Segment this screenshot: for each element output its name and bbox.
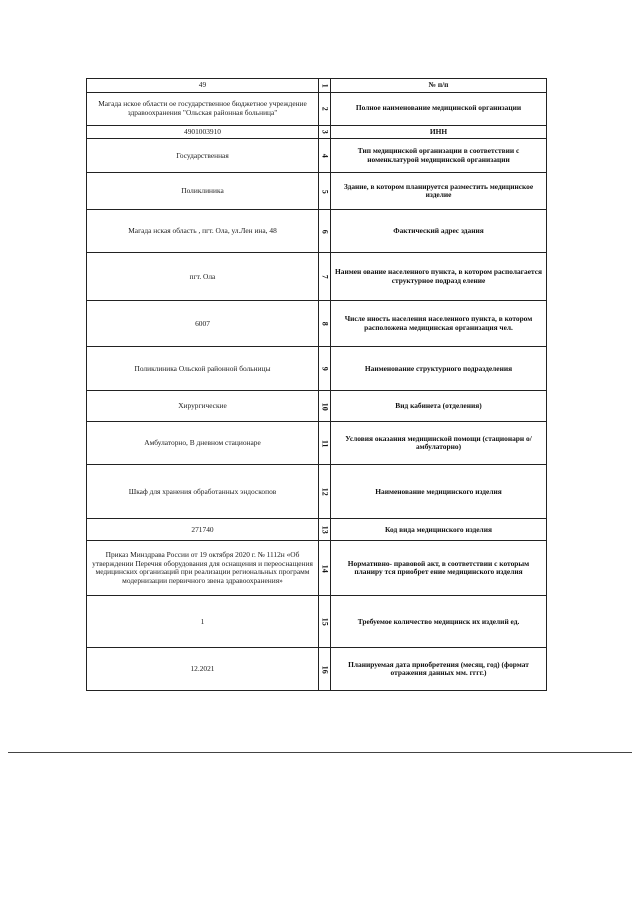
table-row [87, 139, 547, 173]
row-number: 2 [320, 106, 330, 111]
row-label: Условия оказания медицинской помощи (стационарн о/амбулаторно) [331, 422, 547, 465]
row-number: 14 [320, 564, 330, 573]
table-row [87, 253, 547, 301]
row-number: 8 [320, 321, 330, 326]
row-number: 12 [320, 487, 330, 496]
table-row [87, 465, 547, 519]
medical-device-form-table [86, 78, 547, 691]
row-number: 7 [320, 274, 330, 279]
row-label: Фактический адрес здания [331, 210, 547, 253]
table-row [87, 92, 547, 125]
page-divider-line [8, 752, 632, 753]
table-row [87, 301, 547, 347]
row-value: Хирургические [87, 391, 319, 422]
row-value: Приказ Минздрава России от 19 октября 2020 г. № 1112н «Об утверждении Перечня оборудования для оснащения и переоснащения медицинских организаций при реализации региональных программ модернизации первичного звена здравоохранения» [87, 541, 319, 596]
row-value: Поликлиника Ольской районной больницы [87, 347, 319, 391]
row-value: Шкаф для хранения обработанных эндоскопов [87, 465, 319, 519]
row-label: Вид кабинета (отделения) [331, 391, 547, 422]
row-value: 271740 [87, 519, 319, 541]
row-label: Здание, в котором планируется разместить медицинское изделие [331, 173, 547, 210]
row-number: 5 [320, 189, 330, 194]
row-value: 6007 [87, 301, 319, 347]
row-label: Планируемая дата приобретения (месяц, год) (формат отражения данных мм. гггг.) [331, 648, 547, 691]
row-number: 1 [320, 83, 330, 88]
table-row [87, 79, 547, 93]
row-label: Наимен ование населенного пункта, в котором располагается структурное подразд еление [331, 253, 547, 301]
row-number: 9 [320, 366, 330, 371]
row-value: пгт. Ола [87, 253, 319, 301]
row-value: Магада нское области ое государственное бюджетное учреждение здравоохранения "Ольская районная больница" [87, 92, 319, 125]
row-label: Требуемое количество медицинск их изделий ед. [331, 596, 547, 648]
row-label: № п/п [331, 79, 547, 93]
row-number: 4 [320, 153, 330, 158]
table-row [87, 596, 547, 648]
row-number: 6 [320, 229, 330, 234]
table-row [87, 347, 547, 391]
table-row [87, 541, 547, 596]
row-number: 16 [320, 665, 330, 674]
table-row [87, 125, 547, 139]
row-number: 13 [320, 525, 330, 534]
row-value: Амбулаторно, В дневном стационаре [87, 422, 319, 465]
table-row [87, 210, 547, 253]
row-number: 15 [320, 617, 330, 626]
row-label: ИНН [331, 125, 547, 139]
row-value: Магада нская область , пгт. Ола, ул.Лен ина, 48 [87, 210, 319, 253]
table-row [87, 391, 547, 422]
table-row [87, 519, 547, 541]
row-label: Код вида медицинского изделия [331, 519, 547, 541]
row-value: 4901003910 [87, 125, 319, 139]
row-label: Тип медицинской организации в соответствии с номенклатурой медицинской организации [331, 139, 547, 173]
row-value: 1 [87, 596, 319, 648]
row-value: 12.2021 [87, 648, 319, 691]
row-label: Нормативно- правовой акт, в соответствии с которым планиру тся приобрет ение медицинского изделия [331, 541, 547, 596]
row-label: Числе нность населения населенного пункта, в котором расположена медицинская организация чел. [331, 301, 547, 347]
row-value: Государственная [87, 139, 319, 173]
row-label: Наименование структурного подразделения [331, 347, 547, 391]
row-label: Наименование медицинского изделия [331, 465, 547, 519]
table-row [87, 648, 547, 691]
row-value: 49 [87, 79, 319, 93]
row-number: 11 [320, 439, 330, 448]
table-row [87, 422, 547, 465]
row-number: 3 [320, 130, 330, 135]
row-number: 10 [320, 402, 330, 411]
table-row [87, 173, 547, 210]
row-value: Поликлиника [87, 173, 319, 210]
row-label: Полное наименование медицинской организации [331, 92, 547, 125]
